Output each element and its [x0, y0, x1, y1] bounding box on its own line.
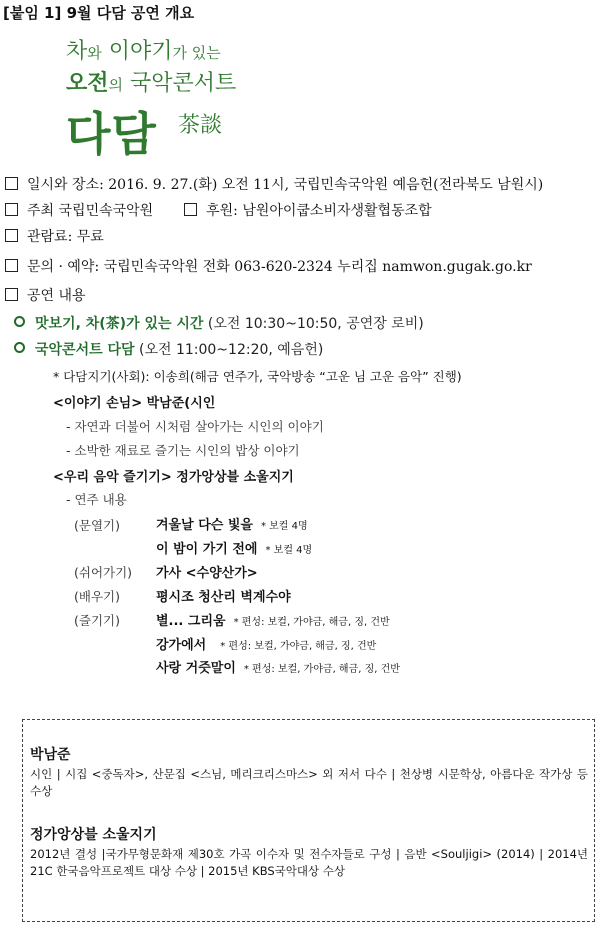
piece-category: (쉬어가기) [74, 565, 133, 580]
logo-hanja: 茶談 [178, 113, 223, 138]
checkbox-icon [5, 177, 18, 190]
piece-row: 평시조 청산리 벽계수야 [156, 590, 291, 605]
piece-row: 가사 <수양산가> [156, 566, 258, 581]
logo-line-1: 차와 이야기가 있는 [66, 39, 221, 64]
checkbox-icon [5, 288, 18, 301]
checkbox-icon [5, 203, 18, 216]
music-sub: - 연주 내용 [66, 492, 127, 507]
profile-desc: 2012년 결성 |국가무형문화재 제30호 가곡 이수자 및 전수자들로 구성 | 음반 <Souljigi> (2014) | 2014년 21C 한국음악프로젝트 대상 수상 | 2015년 KBS국악대상 수상 [30, 847, 588, 878]
page-title: [붙임 1] 9월 다담 공연 개요 [3, 4, 195, 22]
guest-line: - 소박한 재료로 즐기는 시인의 밥상 이야기 [66, 443, 300, 458]
profile-name: 박남준 [30, 747, 71, 763]
piece-row: 겨울날 다슨 빛을 * 보컬 4명 [156, 518, 308, 533]
profile-box [22, 719, 595, 922]
piece-category: (즐기기) [74, 613, 120, 628]
host-line: * 다담지기(사회): 이송희(해금 연주가, 국악방송 “고운 님 고운 음악” 진행) [53, 369, 462, 384]
profile-desc: 시인 | 시집 <중독자>, 산문집 <스님, 메리크리스마스> 외 저서 다수 | 천상병 시문학상, 아름다운 작가상 등 수상 [30, 767, 588, 798]
guest-line: - 자연과 더불어 시처럼 살아가는 시인의 이야기 [66, 419, 324, 434]
item-program: 공연 내용 [5, 285, 86, 305]
circle-bullet-icon [14, 316, 25, 327]
piece-row: 강가에서 * 편성: 보컬, 가야금, 해금, 징, 건반 [156, 638, 377, 653]
checkbox-icon [5, 229, 18, 242]
music-heading: <우리 음악 즐기기> 정가앙상블 소울지기 [53, 470, 294, 485]
session-concert: 국악콘서트 다담 (오전 11:00~12:20, 예음헌) [14, 339, 323, 359]
piece-category: (문열기) [74, 518, 120, 533]
checkbox-icon [184, 203, 197, 216]
session-tea-time: 맛보기, 차(茶)가 있는 시간 (오전 10:30~10:50, 공연장 로비) [14, 313, 424, 333]
guest-heading: <이야기 손님> 박남준(시인 [53, 396, 216, 411]
checkbox-icon [5, 259, 18, 272]
item-organizer: 주최 국립민속국악원 후원: 남원아이쿱소비자생활협동조합 [5, 200, 432, 220]
item-admission: 관람료: 무료 [5, 226, 104, 246]
item-contact: 문의 · 예약: 국립민속국악원 전화 063-620-2324 누리집 namwon.gugak.go.kr [5, 256, 532, 276]
item-datetime-place: 일시와 장소: 2016. 9. 27.(화) 오전 11시, 국립민속국악원 예음헌(전라북도 남원시) [5, 174, 543, 194]
profile-name: 정가앙상블 소울지기 [30, 827, 157, 843]
piece-row: 사랑 거즛말이 * 편성: 보컬, 가야금, 해금, 징, 건반 [156, 661, 400, 676]
piece-row: 별... 그리움 * 편성: 보컬, 가야금, 해금, 징, 건반 [156, 614, 390, 629]
circle-bullet-icon [14, 342, 25, 353]
piece-row: 이 밤이 가기 전에 * 보컬 4명 [156, 542, 313, 557]
piece-category: (배우기) [74, 589, 120, 604]
logo-title: 다담 [66, 107, 157, 161]
logo-line-2: 오전의 국악콘서트 [66, 70, 237, 96]
